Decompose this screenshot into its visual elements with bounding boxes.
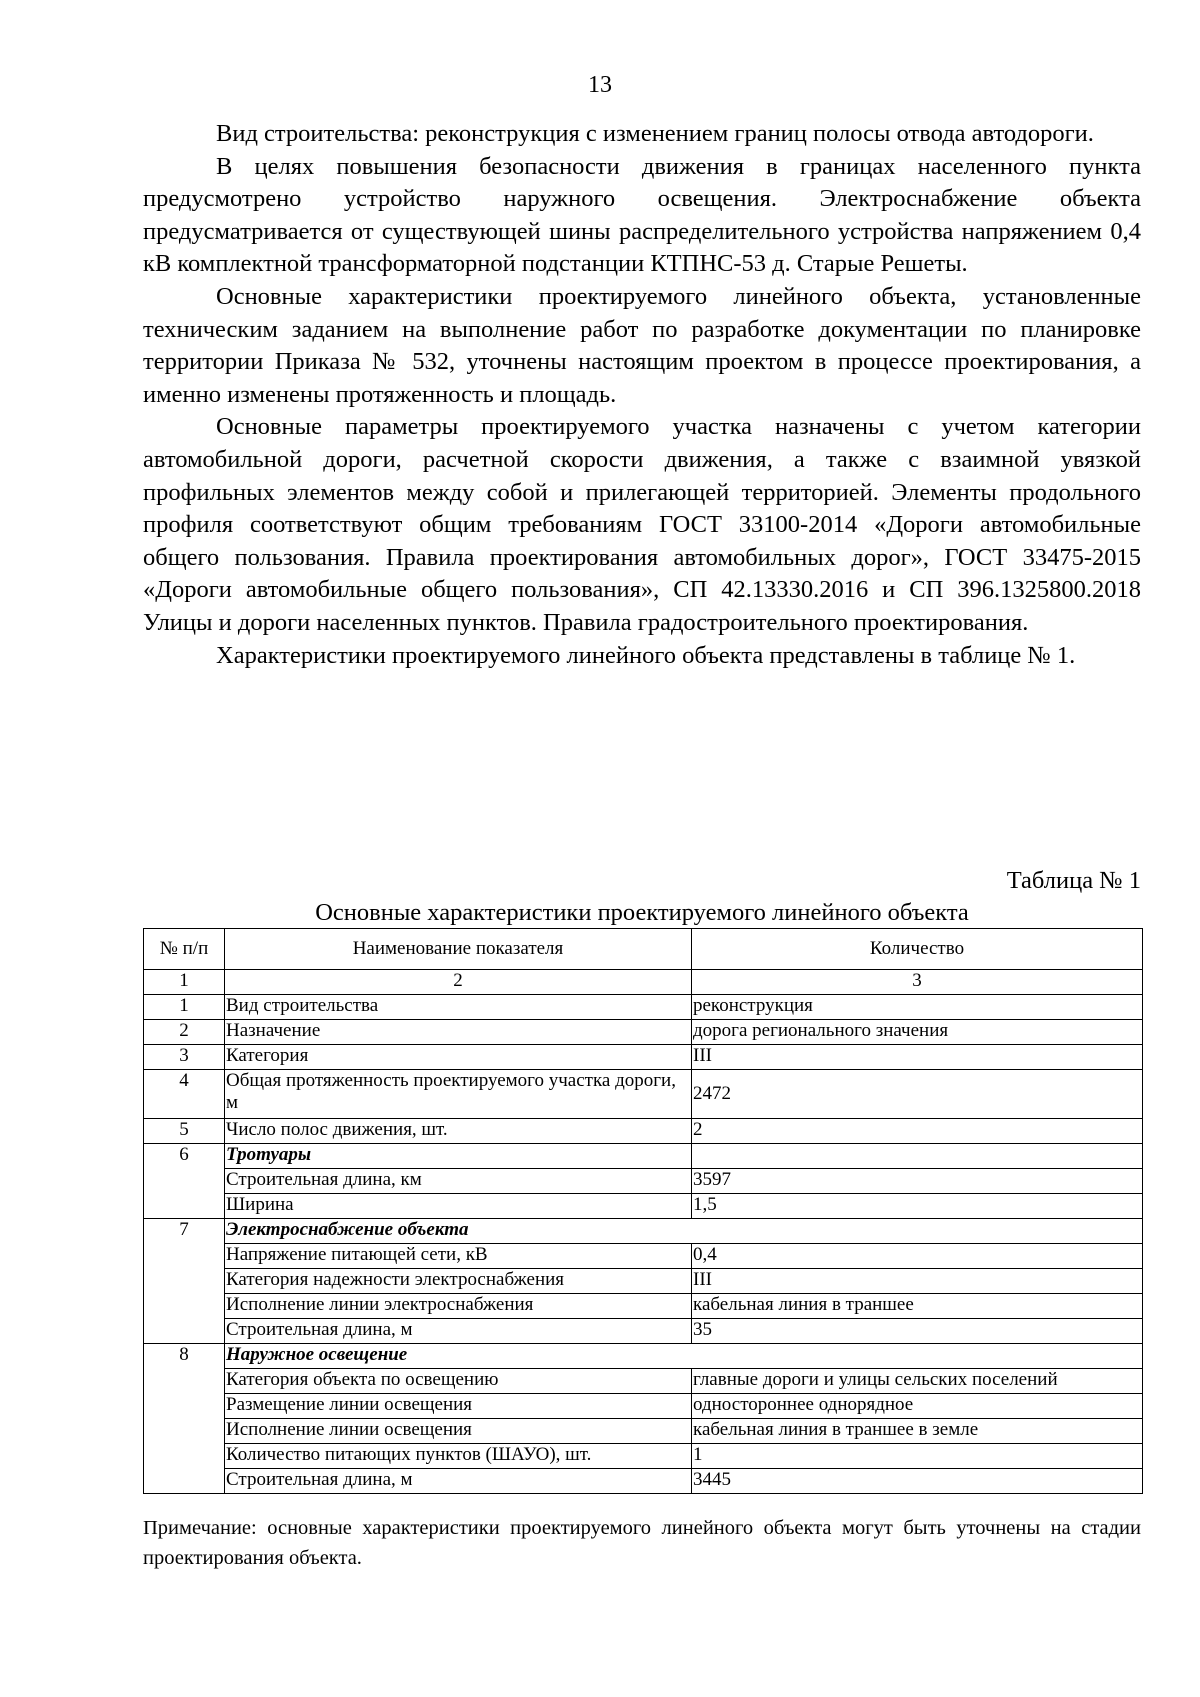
row-name: Общая протяженность проектируемого участка дороги, м	[225, 1070, 692, 1119]
body-text	[143, 118, 1141, 672]
row-value: кабельная линия в траншее	[692, 1294, 1143, 1319]
page-number: 13	[588, 72, 612, 98]
paragraph-table-reference: Характеристики проектируемого линейного объекта представлены в таблице № 1.	[216, 641, 1076, 669]
table-row	[144, 1369, 1143, 1394]
row-name: Ширина	[225, 1194, 692, 1219]
table-header-row	[144, 929, 1143, 970]
row-value: 3445	[692, 1469, 1143, 1494]
row-name: Категория надежности электроснабжения	[225, 1269, 692, 1294]
table-row	[144, 995, 1143, 1020]
section-title: Электроснабжение объекта	[225, 1219, 1143, 1244]
table-row	[144, 1394, 1143, 1419]
column-number: 2	[225, 970, 692, 995]
table-row	[144, 1119, 1143, 1144]
row-number: 5	[144, 1119, 225, 1144]
row-value: 1,5	[692, 1194, 1143, 1219]
table-row	[144, 1294, 1143, 1319]
header-quantity: Количество	[692, 929, 1143, 970]
table-row	[144, 1045, 1143, 1070]
row-value: III	[692, 1045, 1143, 1070]
table-row	[144, 1194, 1143, 1219]
row-number: 2	[144, 1020, 225, 1045]
table-row	[144, 1444, 1143, 1469]
row-name: Напряжение питающей сети, кВ	[225, 1244, 692, 1269]
column-number: 1	[144, 970, 225, 995]
row-name: Назначение	[225, 1020, 692, 1045]
row-name: Число полос движения, шт.	[225, 1119, 692, 1144]
row-name: Строительная длина, м	[225, 1319, 692, 1344]
row-name: Количество питающих пунктов (ШАУО), шт.	[225, 1444, 692, 1469]
section-number: 8	[144, 1344, 225, 1494]
section-number: 7	[144, 1219, 225, 1344]
table-note: Примечание: основные характеристики проектируемого линейного объекта могут быть уточнены на стадии проектирования объекта.	[143, 1517, 1141, 1569]
header-number: № п/п	[144, 929, 225, 970]
section-title: Наружное освещение	[225, 1344, 1143, 1369]
row-value-empty	[692, 1144, 1143, 1169]
column-number-row	[144, 970, 1143, 995]
section-number: 6	[144, 1144, 225, 1219]
column-number: 3	[692, 970, 1143, 995]
row-value: 3597	[692, 1169, 1143, 1194]
row-name: Категория объекта по освещению	[225, 1369, 692, 1394]
table-row	[144, 1319, 1143, 1344]
row-number: 4	[144, 1070, 225, 1119]
table-row	[144, 1020, 1143, 1045]
table-row	[144, 1169, 1143, 1194]
row-name: Вид строительства	[225, 995, 692, 1020]
row-value: 2	[692, 1119, 1143, 1144]
row-name: Исполнение линии освещения	[225, 1419, 692, 1444]
row-value: 35	[692, 1319, 1143, 1344]
section-title: Тротуары	[225, 1144, 692, 1169]
table-row	[144, 1469, 1143, 1494]
paragraph-characteristics: Основные характеристики проектируемого линейного объекта, установленные техническим заданием на выполнение работ по разработке документации по планировке территории Приказа № 532, уточнены настоящим проектом в процессе проектирования, а именно изменены протяженность и площадь.	[143, 282, 1141, 408]
row-value: 1	[692, 1444, 1143, 1469]
row-value: 0,4	[692, 1244, 1143, 1269]
paragraph-construction-type: Вид строительства: реконструкция с изменением границ полосы отвода автодороги.	[216, 120, 1094, 147]
row-value: III	[692, 1269, 1143, 1294]
row-value: реконструкция	[692, 995, 1143, 1020]
table-row	[144, 1419, 1143, 1444]
row-value: главные дороги и улицы сельских поселений	[692, 1369, 1143, 1394]
table-row	[144, 1070, 1143, 1119]
row-name: Категория	[225, 1045, 692, 1070]
section-row-power-supply	[144, 1219, 1143, 1244]
characteristics-table	[143, 928, 1143, 1494]
paragraph-lighting: В целях повышения безопасности движения в границах населенного пункта предусмотрено устройство наружного освещения. Электроснабжение объекта предусматривается от существующей шины распределительного устройства напряжением 0,4 кВ комплектной трансформаторной подстанции КТПНС-53 д. Старые Решеты.	[143, 152, 1141, 278]
row-value: одностороннее однорядное	[692, 1394, 1143, 1419]
section-row-outdoor-lighting	[144, 1344, 1143, 1369]
row-number: 3	[144, 1045, 225, 1070]
paragraph-parameters: Основные параметры проектируемого участка назначены с учетом категории автомобильной дороги, расчетной скорости движения, а также с взаимной увязкой профильных элементов между собой и прилегающей территорией. Элементы продольного профиля соответствуют общим требованиям ГОСТ 33100-2014 «Дороги автомобильные общего пользования. Правила проектирования автомобильных дорог», ГОСТ 33475-2015 «Дороги автомобильные общего пользования», СП 42.13330.2016 и СП 396.1325800.2018 Улицы и дороги населенных пунктов. Правила градостроительного проектирования.	[143, 413, 1141, 636]
row-value: кабельная линия в траншее в земле	[692, 1419, 1143, 1444]
table-number-label: Таблица № 1	[1006, 867, 1141, 894]
table-row	[144, 1269, 1143, 1294]
row-name: Размещение линии освещения	[225, 1394, 692, 1419]
header-name: Наименование показателя	[225, 929, 692, 970]
row-value: 2472	[692, 1070, 1143, 1119]
row-value: дорога регионального значения	[692, 1020, 1143, 1045]
row-name: Строительная длина, км	[225, 1169, 692, 1194]
table-title: Основные характеристики проектируемого линейного объекта	[315, 899, 969, 926]
row-name: Строительная длина, м	[225, 1469, 692, 1494]
section-row-sidewalks	[144, 1144, 1143, 1169]
row-name: Исполнение линии электроснабжения	[225, 1294, 692, 1319]
row-number: 1	[144, 995, 225, 1020]
table-row	[144, 1244, 1143, 1269]
